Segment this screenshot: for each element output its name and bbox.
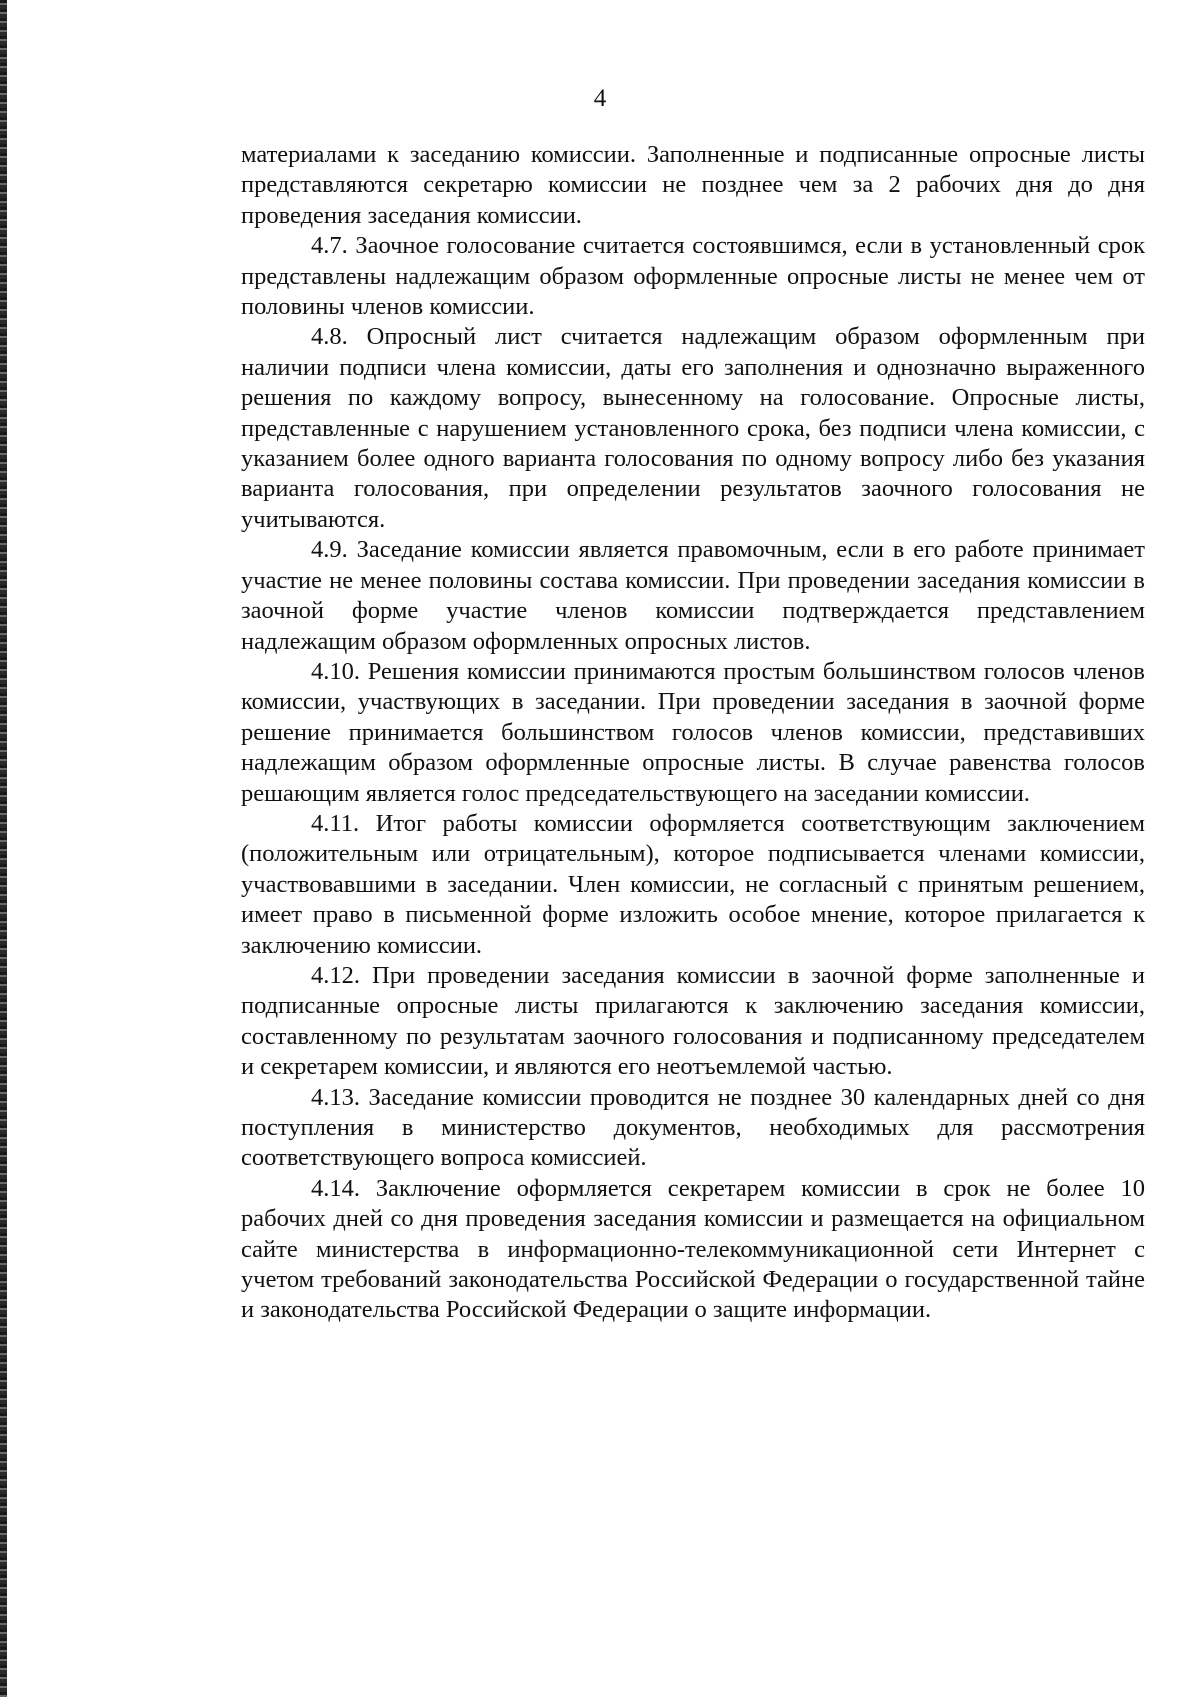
paragraph-4-8: 4.8. Опросный лист считается надлежащим образом оформленным при наличии подписи члена комиссии, даты его заполнения и однозначно выраженного решения по каждому вопросу, вынесенному на голосование. Опросные листы, представленные с нарушением установленного срока, без подписи члена комиссии, с указанием более одного варианта голосования по одному вопросу либо без указания варианта голосования, при определении результатов заочного голосования не учитываются.: [241, 323, 1145, 533]
paragraph-continuation: материалами к заседанию комиссии. Заполненные и подписанные опросные листы представляются секретарю комиссии не позднее чем за 2 рабочих дня до дня проведения заседания комиссии.: [241, 141, 1145, 229]
scan-border: [0, 0, 7, 1697]
page-number: 4: [593, 85, 607, 112]
paragraph-4-12: 4.12. При проведении заседания комиссии в заочной форме заполненные и подписанные опросные листы прилагаются к заключению заседания комиссии, составленному по результатам заочного голосования и подписанному председателем и секретарем комиссии, и являются его неотъемлемой частью.: [241, 961, 1145, 1081]
paragraph-4-9: 4.9. Заседание комиссии является правомочным, если в его работе принимает участие не менее половины состава комиссии. При проведении заседания комиссии в заочной форме участие членов комиссии подтверждается представлением надлежащим образом оформленных опросных листов.: [241, 536, 1145, 655]
paragraph-4-13: 4.13. Заседание комиссии проводится не позднее 30 календарных дней со дня поступления в министерство документов, необходимых для рассмотрения соответствующего вопроса комиссией.: [241, 1083, 1145, 1172]
paragraph-4-11: 4.11. Итог работы комиссии оформляется соответствующим заключением (положительным или отрицательным), которое подписывается членами комиссии, участвовавшими в заседании. Член комиссии, не согласный с принятым решением, имеет право в письменной форме изложить особое мнение, которое прилагается к заключению комиссии.: [241, 809, 1145, 959]
document-body: [241, 140, 1145, 1326]
paragraph-4-7: 4.7. Заочное голосование считается состоявшимся, если в установленный срок представлены надлежащим образом оформленные опросные листы не менее чем от половины членов комиссии.: [241, 232, 1145, 321]
paragraph-4-14: 4.14. Заключение оформляется секретарем комиссии в срок не более 10 рабочих дней со дня проведения заседания комиссии и размещается на официальном сайте министерства в информационно-телекоммуникационной сети Интернет с учетом требований законодательства Российской Федерации о государственной тайне и законодательства Российской Федерации о защите информации.: [241, 1174, 1145, 1324]
paragraph-4-10: 4.10. Решения комиссии принимаются простым большинством голосов членов комиссии, участвующих в заседании. При проведении заседания в заочной форме решение принимается большинством голосов членов комиссии, представивших надлежащим образом оформленные опросные листы. В случае равенства голосов решающим является голос председательствующего на заседании комиссии.: [241, 657, 1145, 807]
